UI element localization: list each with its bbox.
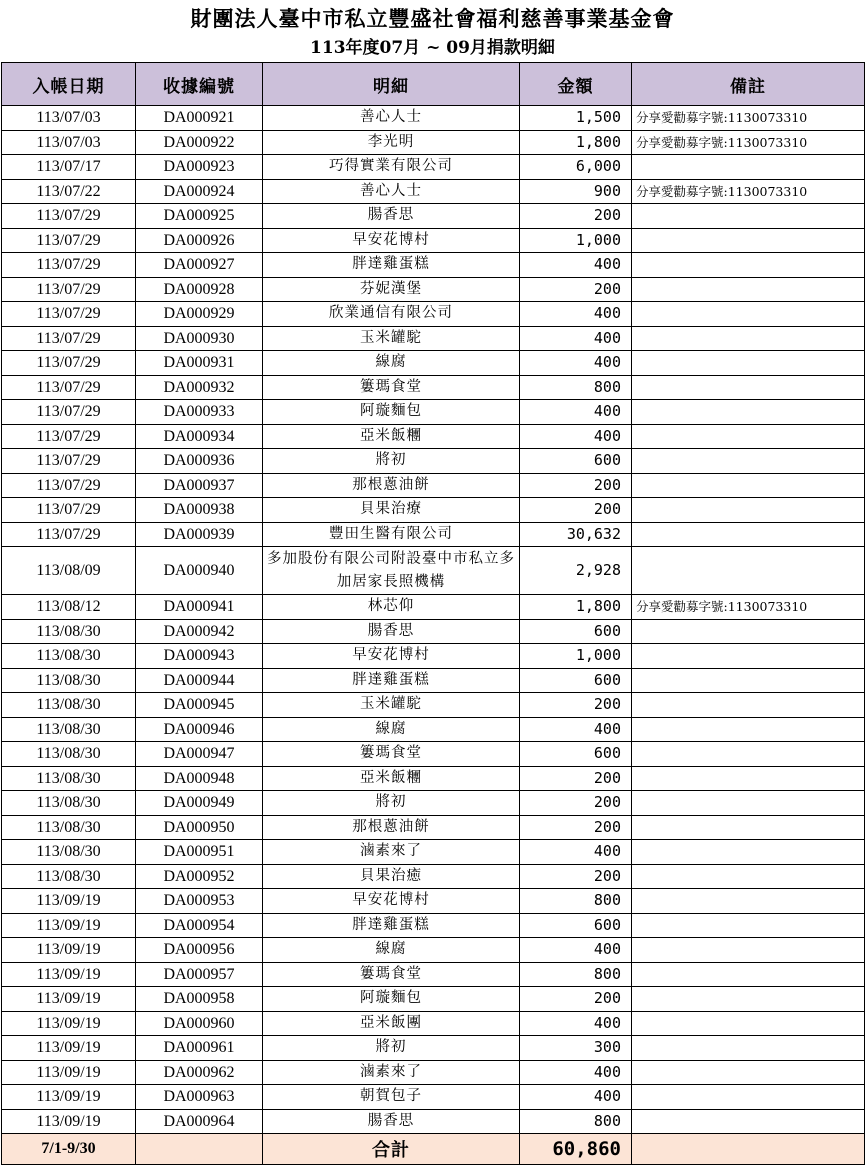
cell-detail: 滷素來了 — [263, 840, 520, 865]
cell-date: 113/09/19 — [2, 889, 136, 914]
header-detail: 明細 — [263, 63, 520, 106]
cell-note — [632, 522, 865, 547]
total-period: 7/1-9/30 — [2, 1134, 136, 1165]
cell-note — [632, 962, 865, 987]
total-row — [2, 1134, 865, 1165]
table-row — [2, 179, 865, 204]
cell-date: 113/07/03 — [2, 106, 136, 131]
total-amount: 60,860 — [520, 1134, 632, 1165]
cell-note — [632, 693, 865, 718]
table-row — [2, 204, 865, 229]
cell-receipt: DA000926 — [136, 228, 263, 253]
cell-note — [632, 791, 865, 816]
cell-receipt: DA000928 — [136, 277, 263, 302]
total-note — [632, 1134, 865, 1165]
table-row — [2, 619, 865, 644]
table-row — [2, 130, 865, 155]
cell-date: 113/08/12 — [2, 595, 136, 620]
cell-amount: 400 — [520, 1085, 632, 1110]
cell-receipt: DA000949 — [136, 791, 263, 816]
table-row — [2, 766, 865, 791]
cell-amount: 200 — [520, 864, 632, 889]
cell-date: 113/07/22 — [2, 179, 136, 204]
cell-receipt: DA000956 — [136, 938, 263, 963]
cell-detail: 那根蔥油餅 — [263, 815, 520, 840]
cell-detail: 胖達雞蛋糕 — [263, 913, 520, 938]
cell-date: 113/08/30 — [2, 644, 136, 669]
cell-amount: 400 — [520, 717, 632, 742]
cell-receipt: DA000948 — [136, 766, 263, 791]
cell-detail: 貝果治癒 — [263, 864, 520, 889]
cell-date: 113/07/29 — [2, 277, 136, 302]
cell-amount: 200 — [520, 498, 632, 523]
cell-note — [632, 253, 865, 278]
table-row — [2, 864, 865, 889]
cell-note — [632, 889, 865, 914]
table-row — [2, 375, 865, 400]
cell-note — [632, 742, 865, 767]
cell-receipt: DA000943 — [136, 644, 263, 669]
table-row — [2, 815, 865, 840]
cell-receipt: DA000958 — [136, 987, 263, 1012]
cell-date: 113/08/30 — [2, 766, 136, 791]
cell-receipt: DA000924 — [136, 179, 263, 204]
cell-date: 113/09/19 — [2, 987, 136, 1012]
cell-note — [632, 1085, 865, 1110]
cell-amount: 400 — [520, 302, 632, 327]
cell-receipt: DA000925 — [136, 204, 263, 229]
table-row — [2, 938, 865, 963]
cell-detail: 李光明 — [263, 130, 520, 155]
table-row — [2, 1085, 865, 1110]
cell-amount: 400 — [520, 253, 632, 278]
cell-detail: 早安花博村 — [263, 889, 520, 914]
table-row — [2, 106, 865, 131]
cell-detail: 阿璇麵包 — [263, 400, 520, 425]
table-row — [2, 742, 865, 767]
cell-receipt: DA000930 — [136, 326, 263, 351]
cell-note — [632, 155, 865, 180]
cell-note — [632, 815, 865, 840]
cell-date: 113/09/19 — [2, 938, 136, 963]
cell-note — [632, 228, 865, 253]
cell-note — [632, 547, 865, 595]
cell-detail: 胖達雞蛋糕 — [263, 668, 520, 693]
cell-receipt: DA000923 — [136, 155, 263, 180]
cell-receipt: DA000954 — [136, 913, 263, 938]
cell-detail: 線腐 — [263, 351, 520, 376]
cell-date: 113/07/29 — [2, 400, 136, 425]
cell-detail: 亞米飯糰 — [263, 766, 520, 791]
table-row — [2, 889, 865, 914]
cell-note — [632, 840, 865, 865]
cell-date: 113/07/29 — [2, 498, 136, 523]
cell-amount: 2,928 — [520, 547, 632, 595]
cell-detail: 多加股份有限公司附設臺中市私立多加居家長照機構 — [263, 547, 520, 595]
cell-date: 113/07/29 — [2, 424, 136, 449]
cell-receipt: DA000951 — [136, 840, 263, 865]
cell-date: 113/08/30 — [2, 864, 136, 889]
cell-receipt: DA000929 — [136, 302, 263, 327]
cell-date: 113/08/30 — [2, 791, 136, 816]
cell-date: 113/09/19 — [2, 1060, 136, 1085]
cell-detail: 芬妮漢堡 — [263, 277, 520, 302]
table-row — [2, 473, 865, 498]
cell-note — [632, 424, 865, 449]
cell-detail: 線腐 — [263, 938, 520, 963]
cell-date: 113/09/19 — [2, 1085, 136, 1110]
cell-detail: 林芯仰 — [263, 595, 520, 620]
cell-amount: 200 — [520, 473, 632, 498]
cell-note — [632, 1011, 865, 1036]
cell-amount: 1,800 — [520, 130, 632, 155]
cell-amount: 200 — [520, 766, 632, 791]
cell-note — [632, 987, 865, 1012]
cell-receipt: DA000953 — [136, 889, 263, 914]
cell-note — [632, 375, 865, 400]
cell-amount: 1,000 — [520, 228, 632, 253]
cell-detail: 阿璇麵包 — [263, 987, 520, 1012]
cell-amount: 1,000 — [520, 644, 632, 669]
cell-date: 113/07/29 — [2, 522, 136, 547]
cell-amount: 800 — [520, 1109, 632, 1134]
cell-date: 113/07/03 — [2, 130, 136, 155]
cell-date: 113/08/30 — [2, 619, 136, 644]
cell-detail: 貝果治療 — [263, 498, 520, 523]
table-body — [2, 106, 865, 1134]
cell-receipt: DA000927 — [136, 253, 263, 278]
cell-amount: 200 — [520, 277, 632, 302]
cell-amount: 6,000 — [520, 155, 632, 180]
cell-detail: 腸香思 — [263, 204, 520, 229]
cell-detail: 早安花博村 — [263, 644, 520, 669]
cell-receipt: DA000942 — [136, 619, 263, 644]
cell-receipt: DA000944 — [136, 668, 263, 693]
table-row — [2, 717, 865, 742]
cell-note — [632, 913, 865, 938]
cell-note — [632, 717, 865, 742]
cell-amount: 600 — [520, 619, 632, 644]
cell-date: 113/08/30 — [2, 742, 136, 767]
cell-date: 113/09/19 — [2, 1109, 136, 1134]
cell-receipt: DA000947 — [136, 742, 263, 767]
cell-receipt: DA000932 — [136, 375, 263, 400]
cell-date: 113/07/29 — [2, 253, 136, 278]
cell-amount: 1,500 — [520, 106, 632, 131]
cell-note: 分享愛勸募字號:1130073310 — [632, 130, 865, 155]
table-row — [2, 668, 865, 693]
cell-detail: 早安花博村 — [263, 228, 520, 253]
cell-detail: 豐田生醫有限公司 — [263, 522, 520, 547]
cell-detail: 亞米飯糰 — [263, 424, 520, 449]
cell-amount: 200 — [520, 204, 632, 229]
cell-detail: 善心人士 — [263, 106, 520, 131]
cell-receipt: DA000931 — [136, 351, 263, 376]
cell-detail: 腸香思 — [263, 1109, 520, 1134]
cell-date: 113/07/29 — [2, 228, 136, 253]
cell-receipt: DA000960 — [136, 1011, 263, 1036]
cell-receipt: DA000934 — [136, 424, 263, 449]
table-row — [2, 547, 865, 595]
cell-date: 113/07/29 — [2, 204, 136, 229]
cell-detail: 簍瑪食堂 — [263, 742, 520, 767]
cell-receipt: DA000936 — [136, 449, 263, 474]
table-row — [2, 228, 865, 253]
cell-amount: 600 — [520, 742, 632, 767]
cell-date: 113/07/29 — [2, 473, 136, 498]
cell-note — [632, 864, 865, 889]
document-title: 財團法人臺中市私立豐盛社會福利慈善事業基金會 — [190, 6, 675, 31]
table-row — [2, 400, 865, 425]
cell-date: 113/09/19 — [2, 962, 136, 987]
cell-detail: 那根蔥油餅 — [263, 473, 520, 498]
table-row — [2, 1109, 865, 1134]
cell-receipt: DA000952 — [136, 864, 263, 889]
table-row — [2, 253, 865, 278]
header-receipt: 收據編號 — [136, 63, 263, 106]
cell-amount: 400 — [520, 424, 632, 449]
cell-detail: 將初 — [263, 449, 520, 474]
cell-note — [632, 668, 865, 693]
cell-detail: 滷素來了 — [263, 1060, 520, 1085]
cell-amount: 600 — [520, 913, 632, 938]
cell-date: 113/07/29 — [2, 449, 136, 474]
cell-receipt: DA000964 — [136, 1109, 263, 1134]
table-row — [2, 424, 865, 449]
cell-note — [632, 1036, 865, 1061]
cell-receipt: DA000939 — [136, 522, 263, 547]
cell-amount: 400 — [520, 326, 632, 351]
cell-detail: 朝賀包子 — [263, 1085, 520, 1110]
cell-amount: 300 — [520, 1036, 632, 1061]
table-row — [2, 595, 865, 620]
cell-note — [632, 204, 865, 229]
cell-receipt: DA000961 — [136, 1036, 263, 1061]
header-date: 入帳日期 — [2, 63, 136, 106]
cell-receipt: DA000945 — [136, 693, 263, 718]
cell-amount: 400 — [520, 1011, 632, 1036]
cell-receipt: DA000921 — [136, 106, 263, 131]
cell-date: 113/09/19 — [2, 913, 136, 938]
cell-note — [632, 473, 865, 498]
table-row — [2, 351, 865, 376]
cell-note — [632, 938, 865, 963]
cell-date: 113/08/09 — [2, 547, 136, 595]
cell-amount: 800 — [520, 889, 632, 914]
table-row — [2, 644, 865, 669]
cell-amount: 400 — [520, 938, 632, 963]
cell-note — [632, 1109, 865, 1134]
cell-note: 分享愛勸募字號:1130073310 — [632, 595, 865, 620]
total-label: 合計 — [263, 1134, 520, 1165]
cell-note — [632, 277, 865, 302]
cell-date: 113/08/30 — [2, 717, 136, 742]
cell-amount: 200 — [520, 815, 632, 840]
table-row — [2, 840, 865, 865]
cell-date: 113/09/19 — [2, 1036, 136, 1061]
cell-amount: 900 — [520, 179, 632, 204]
cell-date: 113/07/29 — [2, 326, 136, 351]
cell-receipt: DA000957 — [136, 962, 263, 987]
cell-detail: 簍瑪食堂 — [263, 375, 520, 400]
table-row — [2, 962, 865, 987]
donation-table — [1, 62, 865, 1165]
cell-detail: 玉米罐駝 — [263, 693, 520, 718]
cell-receipt: DA000938 — [136, 498, 263, 523]
cell-note — [632, 351, 865, 376]
cell-receipt: DA000946 — [136, 717, 263, 742]
cell-date: 113/09/19 — [2, 1011, 136, 1036]
cell-note — [632, 619, 865, 644]
cell-amount: 600 — [520, 449, 632, 474]
cell-receipt: DA000937 — [136, 473, 263, 498]
header-row — [2, 63, 865, 106]
cell-note — [632, 400, 865, 425]
cell-date: 113/07/17 — [2, 155, 136, 180]
table-row — [2, 913, 865, 938]
cell-note — [632, 498, 865, 523]
cell-detail: 欣業通信有限公司 — [263, 302, 520, 327]
cell-detail: 巧得實業有限公司 — [263, 155, 520, 180]
table-row — [2, 987, 865, 1012]
cell-detail: 將初 — [263, 791, 520, 816]
cell-amount: 30,632 — [520, 522, 632, 547]
table-row — [2, 302, 865, 327]
cell-receipt: DA000922 — [136, 130, 263, 155]
cell-amount: 400 — [520, 840, 632, 865]
table-row — [2, 449, 865, 474]
cell-detail: 亞米飯團 — [263, 1011, 520, 1036]
table-row — [2, 277, 865, 302]
cell-amount: 200 — [520, 693, 632, 718]
cell-date: 113/08/30 — [2, 668, 136, 693]
cell-amount: 800 — [520, 375, 632, 400]
cell-amount: 1,800 — [520, 595, 632, 620]
cell-note — [632, 302, 865, 327]
cell-note — [632, 326, 865, 351]
cell-note — [632, 1060, 865, 1085]
cell-receipt: DA000963 — [136, 1085, 263, 1110]
cell-detail: 線腐 — [263, 717, 520, 742]
cell-detail: 胖達雞蛋糕 — [263, 253, 520, 278]
cell-date: 113/08/30 — [2, 693, 136, 718]
table-row — [2, 1060, 865, 1085]
cell-date: 113/08/30 — [2, 815, 136, 840]
cell-receipt: DA000933 — [136, 400, 263, 425]
cell-receipt: DA000941 — [136, 595, 263, 620]
cell-date: 113/07/29 — [2, 302, 136, 327]
total-blank — [136, 1134, 263, 1165]
cell-detail: 善心人士 — [263, 179, 520, 204]
document-subtitle: 113年度07月 ~ 09月捐款明細 — [310, 38, 555, 58]
cell-note — [632, 644, 865, 669]
cell-detail: 玉米罐駝 — [263, 326, 520, 351]
cell-note — [632, 449, 865, 474]
cell-amount: 400 — [520, 400, 632, 425]
header-amount: 金額 — [520, 63, 632, 106]
table-row — [2, 155, 865, 180]
cell-amount: 200 — [520, 791, 632, 816]
table-row — [2, 498, 865, 523]
cell-detail: 腸香思 — [263, 619, 520, 644]
cell-receipt: DA000962 — [136, 1060, 263, 1085]
cell-note — [632, 766, 865, 791]
cell-date: 113/07/29 — [2, 351, 136, 376]
cell-amount: 200 — [520, 987, 632, 1012]
cell-receipt: DA000950 — [136, 815, 263, 840]
table-row — [2, 1011, 865, 1036]
cell-note: 分享愛勸募字號:1130073310 — [632, 179, 865, 204]
table-row — [2, 693, 865, 718]
cell-amount: 400 — [520, 351, 632, 376]
cell-detail: 將初 — [263, 1036, 520, 1061]
table-row — [2, 326, 865, 351]
cell-amount: 600 — [520, 668, 632, 693]
cell-amount: 800 — [520, 962, 632, 987]
table-row — [2, 791, 865, 816]
table-row — [2, 522, 865, 547]
header-note: 備註 — [632, 63, 865, 106]
cell-amount: 400 — [520, 1060, 632, 1085]
cell-detail: 簍瑪食堂 — [263, 962, 520, 987]
cell-date: 113/08/30 — [2, 840, 136, 865]
table-row — [2, 1036, 865, 1061]
cell-receipt: DA000940 — [136, 547, 263, 595]
cell-note: 分享愛勸募字號:1130073310 — [632, 106, 865, 131]
cell-date: 113/07/29 — [2, 375, 136, 400]
